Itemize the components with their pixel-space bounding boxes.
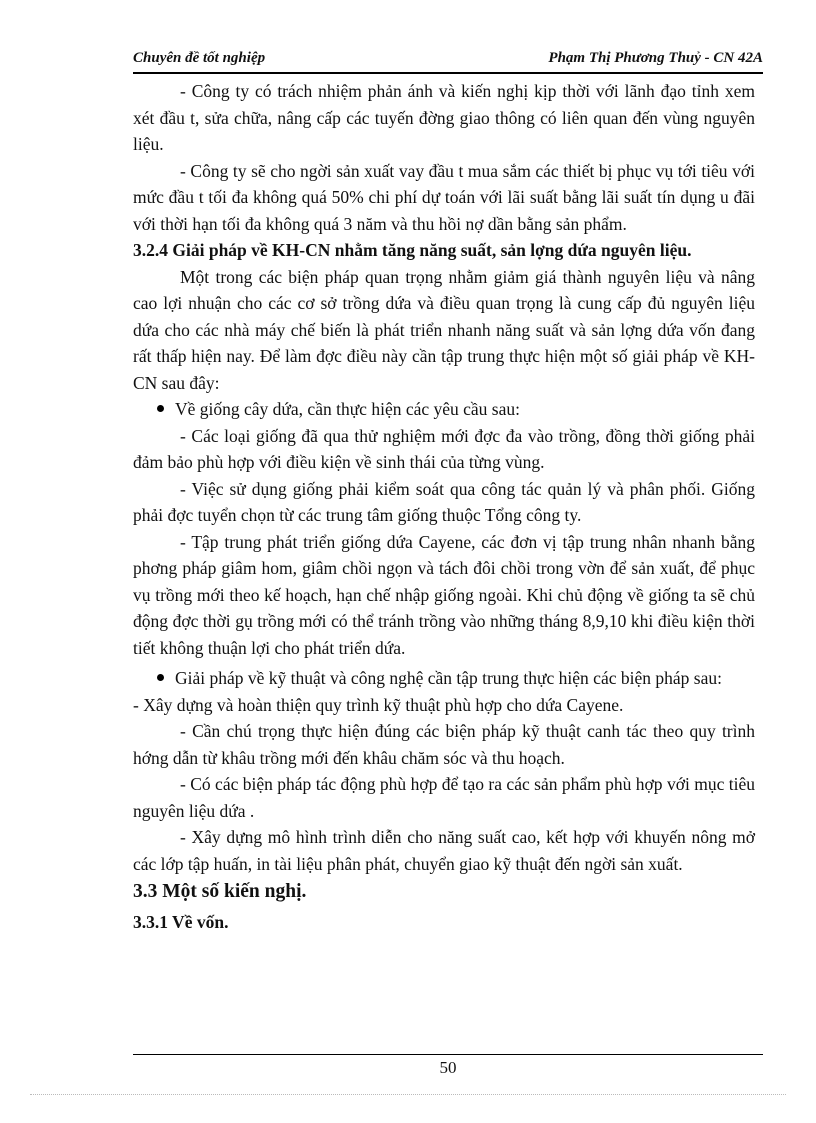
section-heading-3-3-1: 3.3.1 Về vốn.: [133, 912, 229, 932]
footer-rule: [133, 1054, 763, 1055]
header-author: Phạm Thị Phương Thuỷ - CN 42A: [548, 50, 763, 66]
list-item: - Các loại giống đã qua thử nghiệm mới đợc đa vào trồng, đồng thời giống phải đảm bảo phù hợp với điều kiện về sinh thái của từng vùng.: [133, 425, 755, 472]
section-heading-3-3: 3.3 Một số kiến nghị.: [133, 881, 307, 902]
list-item: - Tập trung phát triển giống dứa Cayene, các đơn vị tập trung nhân nhanh bằng phơng pháp giâm hom, giâm chồi ngọn và tách đôi chồi trong vờn để sản xuất, để phục vụ trồng mới theo kế hoạch, hạn chế nhập giống ngoài. Khi chủ động về giống ta sẽ chủ động đợc thời gụ trồng mới có thể tránh trồng vào những tháng 8,9,10 khi điều kiện thời tiết không thuận lợi cho phát triển dứa.: [133, 531, 755, 658]
page-body: [133, 78, 755, 936]
bullet-technique: [133, 665, 755, 692]
bullet-seed: [133, 396, 755, 423]
bullet-technique-text: Giải pháp về kỹ thuật và công nghệ cần tập trung thực hiện các biện pháp sau:: [175, 668, 722, 688]
page-number: 50: [439, 1058, 457, 1077]
list-item: - Xây dựng và hoàn thiện quy trình kỹ thuật phù hợp cho dứa Cayene.: [133, 694, 624, 715]
list-item: - Xây dựng mô hình trình diễn cho năng suất cao, kết hợp với khuyến nông mở các lớp tập huấn, in tài liệu phân phát, chuyển giao kỹ thuật đến ngời sản xuất.: [133, 827, 755, 874]
section-heading-3-2-4: 3.2.4 Giải pháp về KH-CN nhằm tăng năng suất, sản lợng dứa nguyên liệu.: [133, 240, 692, 260]
list-item: - Có các biện pháp tác động phù hợp để tạo ra các sản phẩm phù hợp với mục tiêu nguyên liệu dứa .: [133, 774, 755, 821]
list-item: - Cần chú trọng thực hiện đúng các biện pháp kỹ thuật canh tác theo quy trình hớng dẫn từ khâu trồng mới đến khâu chăm sóc và thu hoạch.: [133, 721, 755, 768]
header-rule: [133, 72, 763, 74]
bullet-seed-text: Về giống cây dứa, cần thực hiện các yêu cầu sau:: [175, 399, 521, 419]
bullet-icon: [157, 674, 164, 681]
page-header: [133, 50, 763, 70]
list-item: - Việc sử dụng giống phải kiểm soát qua công tác quản lý và phân phối. Giống phải đợc tuyển chọn từ các trung tâm giống thuộc Tổng công ty.: [133, 478, 755, 525]
section-intro: Một trong các biện pháp quan trọng nhằm giảm giá thành nguyên liệu và nâng cao lợi nhuận cho các cơ sở trồng dứa và điều quan trọng là cung cấp đủ nguyên liệu dứa cho các nhà máy chế biến là phát triển nhanh năng suất và sản lợng dứa vốn đang rất thấp hiện nay. Để làm đợc điều này cần tập trung thực hiện một số giải pháp về KH-CN sau đây:: [133, 266, 755, 393]
header-title: Chuyên đề tốt nghiệp: [133, 50, 266, 66]
paragraph-road-support: - Công ty có trách nhiệm phản ánh và kiến nghị kịp thời với lãnh đạo tỉnh xem xét đầu t, sửa chữa, nâng cấp các tuyến đờng giao thông có liên quan đến vùng nguyên liệu.: [133, 81, 755, 154]
paragraph-loan-support: - Công ty sẽ cho ngời sản xuất vay đầu t mua sắm các thiết bị phục vụ tới tiêu với mức đầu t tối đa không quá 50% chi phí dự toán với lãi suất bằng lãi suất tín dụng u đãi với thời hạn tối đa không quá 3 năm và thu hồi nợ dần bằng sản phẩm.: [133, 160, 755, 234]
page-bottom-border: [30, 1094, 786, 1095]
bullet-icon: [157, 405, 164, 412]
